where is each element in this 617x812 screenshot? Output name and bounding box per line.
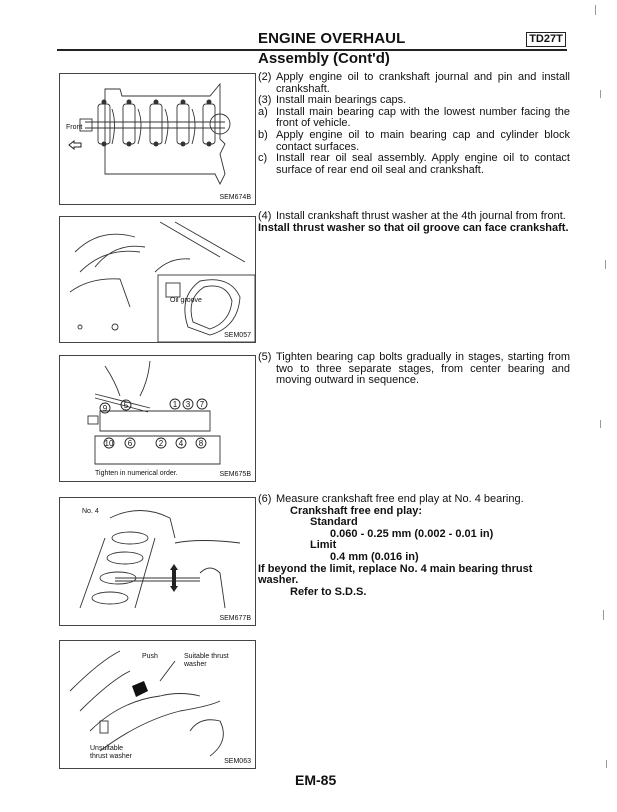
figure-code: SEM677B: [219, 615, 251, 622]
step-5: (5) Tighten bearing cap bolts gradually in stages, starting from two to three separate stages, from center bearing and moving outward in sequence.: [258, 351, 570, 387]
front-label: Front: [66, 124, 83, 131]
scan-mark: [605, 260, 606, 269]
step-3: (3) Install main bearings caps.: [258, 94, 407, 107]
scan-mark: [606, 760, 607, 768]
scan-mark: [595, 5, 596, 15]
seq-number: 4: [178, 439, 184, 448]
limit-action: If beyond the limit, replace No. 4 main bearing thrust washer.: [258, 562, 533, 587]
figure-thrust-washer-suitability: [59, 640, 256, 769]
engine-code-badge: TD27T: [526, 32, 566, 47]
crankshaft-illustration: [60, 74, 255, 204]
tightening-illustration: [60, 356, 255, 481]
figure-code: SEM057: [224, 332, 251, 339]
figure-tightening-sequence: [59, 355, 256, 482]
no4-label: No. 4: [82, 508, 99, 515]
oil-groove-label: Oil groove: [170, 297, 202, 304]
seq-number: 6: [127, 439, 133, 448]
push-arrow-icon: [132, 681, 148, 697]
seq-number: 3: [185, 400, 191, 409]
scan-mark: [600, 90, 601, 98]
step-4-block: [258, 211, 570, 234]
steps-2-3: [258, 72, 570, 176]
step-3c: c) Install rear oil seal assembly. Apply engine oil to contact surface of rear end oil seal and crankshaft.: [258, 152, 570, 176]
step-5-block: [258, 352, 570, 387]
figure-crankshaft-install: [59, 73, 256, 205]
step-4: (4) Install crankshaft thrust washer at the 4th journal from front.: [258, 210, 566, 222]
oil-groove-illustration: [60, 217, 255, 342]
section-title: Assembly (Cont'd): [258, 50, 390, 67]
seq-number: 8: [198, 439, 204, 448]
figure-thrust-washer-oil-groove: [59, 216, 256, 343]
limit-value: 0.4 mm (0.016 in): [330, 550, 419, 563]
sds-reference: Refer to S.D.S.: [290, 585, 367, 598]
standard-label: Standard: [310, 516, 358, 529]
seq-number: 10: [104, 439, 114, 448]
step-3a: a) Install main bearing cap with the lowest number facing the front of vehicle.: [258, 105, 570, 130]
step-6-block: [258, 494, 570, 598]
tighten-order-label: Tighten in numerical order.: [95, 470, 178, 477]
step-4-note: Install thrust washer so that oil groove can face crankshaft.: [258, 221, 569, 234]
step-6: (6) Measure crankshaft free end play at No. 4 bearing.: [258, 493, 524, 505]
front-arrow-icon: [68, 140, 82, 150]
figure-code: SEM674B: [219, 194, 251, 201]
seq-number: 7: [199, 400, 205, 409]
seq-number: 2: [158, 439, 164, 448]
scan-mark: [603, 610, 604, 620]
page-title: ENGINE OVERHAUL: [258, 30, 406, 47]
end-play-illustration: [60, 498, 255, 625]
figure-end-play-measure: [59, 497, 256, 626]
spec-title: Crankshaft free end play:: [290, 504, 423, 517]
seq-number: 5: [123, 401, 129, 410]
standard-value: 0.060 - 0.25 mm (0.002 - 0.01 in): [330, 527, 494, 540]
suitable-label: Suitable thrust washer: [184, 653, 229, 668]
unsuitable-label: Unsuitable thrust washer: [90, 745, 133, 760]
step-2: (2) Apply engine oil to crankshaft journal and pin and install crankshaft.: [258, 71, 570, 95]
seq-number: 1: [172, 400, 178, 409]
figure-code: SEM063: [224, 758, 251, 765]
limit-label: Limit: [310, 539, 337, 552]
page-number: EM-85: [295, 772, 337, 788]
scan-mark: [600, 420, 601, 428]
figure-code: SEM675B: [219, 471, 251, 478]
push-label: Push: [142, 653, 158, 660]
seq-number: 9: [102, 404, 108, 413]
step-3b: b) Apply engine oil to main bearing cap and cylinder block contact surfaces.: [258, 128, 570, 153]
